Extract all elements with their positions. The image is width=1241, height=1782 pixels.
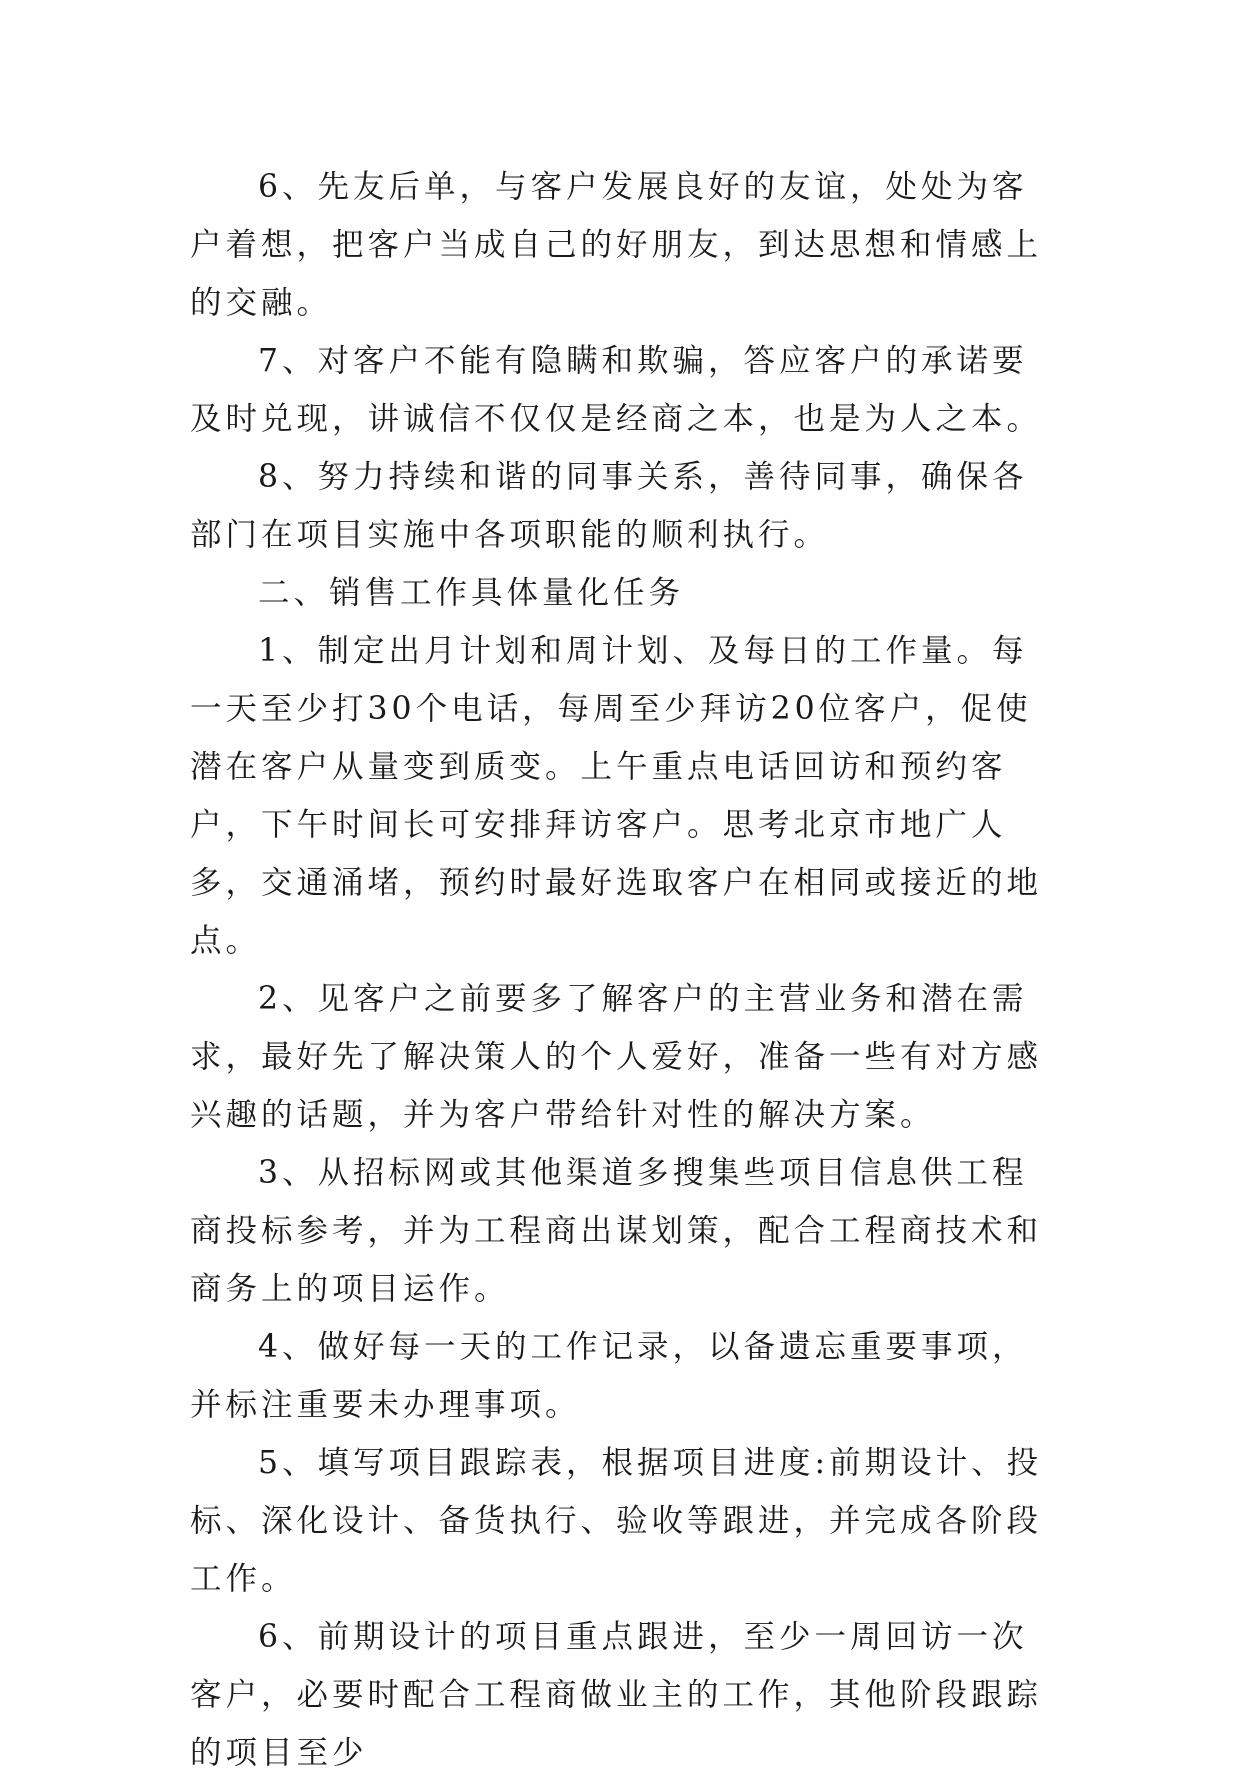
paragraph-1: 6、先友后单，与客户发展良好的友谊，处处为客户着想，把客户当成自己的好朋友，到达思想和情感上的交融。 <box>190 169 1043 321</box>
paragraph-6: 2、见客户之前要多了解客户的主营业务和潜在需求，最好先了解决策人的个人爱好，准备一些有对方感兴趣的话题，并为客户带给针对性的解决方案。 <box>190 981 1043 1133</box>
paragraph-8: 4、做好每一天的工作记录，以备遗忘重要事项，并标注重要未办理事项。 <box>190 1329 1028 1423</box>
paragraph-10: 6、前期设计的项目重点跟进，至少一周回访一次客户，必要时配合工程商做业主的工作，其他阶段跟踪的项目至少 <box>190 1619 1043 1771</box>
paragraph-7: 3、从招标网或其他渠道多搜集些项目信息供工程商投标参考，并为工程商出谋划策，配合工程商技术和商务上的项目运作。 <box>190 1155 1043 1307</box>
section-heading: 二、销售工作具体量化任务 <box>258 575 685 611</box>
paragraph-2: 7、对客户不能有隐瞒和欺骗，答应客户的承诺要及时兑现，讲诚信不仅仅是经商之本，也是为人之本。 <box>190 343 1043 437</box>
paragraph-5: 1、制定出月计划和周计划、及每日的工作量。每一天至少打30个电话，每周至少拜访20位客户，促使潜在客户从量变到质变。上午重点电话回访和预约客户，下午时间长可安排拜访客户。思考北京市地广人多，交通涌堵，预约时最好选取客户在相同或接近的地点。 <box>190 633 1043 959</box>
document-body <box>190 158 1060 1782</box>
paragraph-9: 5、填写项目跟踪表，根据项目进度:前期设计、投标、深化设计、备货执行、验收等跟进，并完成各阶段工作。 <box>190 1445 1043 1597</box>
paragraph-3: 8、努力持续和谐的同事关系，善待同事，确保各部门在项目实施中各项职能的顺利执行。 <box>190 459 1028 553</box>
